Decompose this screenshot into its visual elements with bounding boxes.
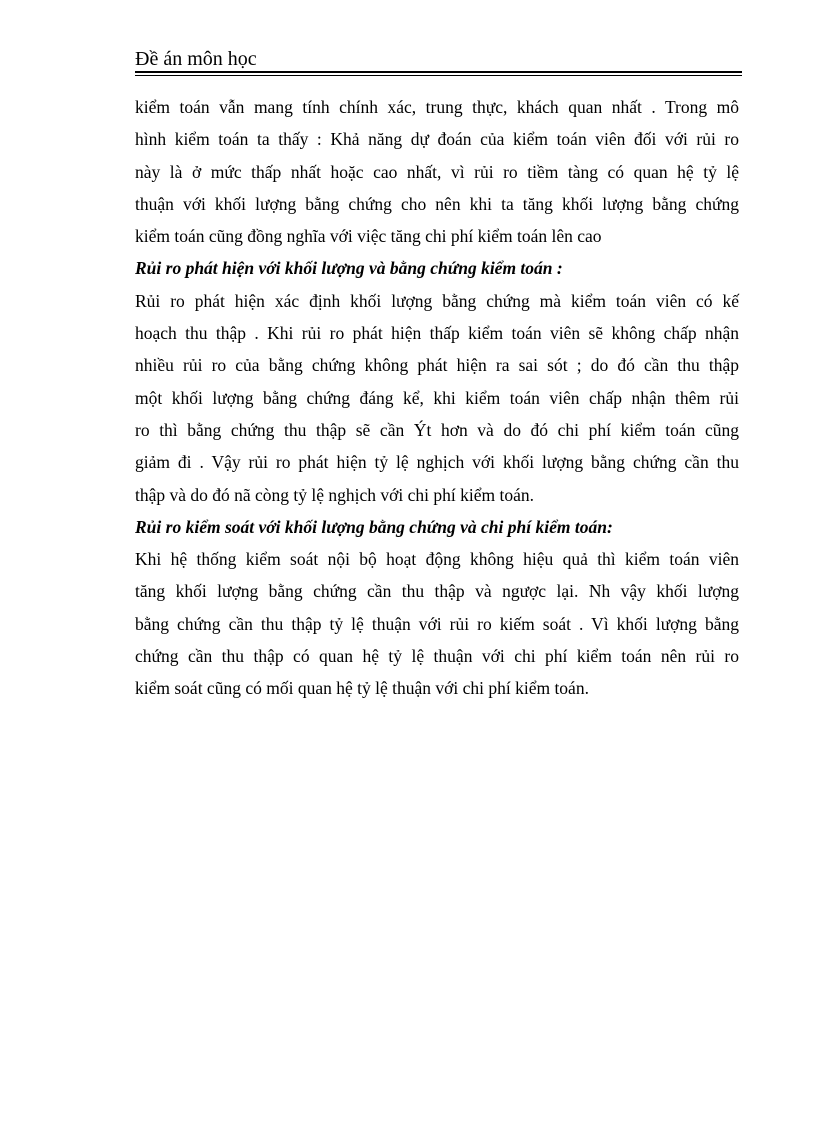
header-rule-thin [135,75,742,76]
text-line: hình kiểm toán ta thấy : Khả năng dự đoán của kiểm toán viên đối với rủi ro [135,129,739,150]
document-body [135,91,739,705]
text-line: Khi hệ thống kiểm soát nội bộ hoạt động không hiệu quả thì kiểm toán viên [135,549,739,570]
text-line: chứng cần thu thập có quan hệ tỷ lệ thuận với chi phí kiểm toán nên rủi ro [135,646,739,667]
text-line: Rủi ro phát hiện xác định khối lượng bằng chứng mà kiểm toán viên có kế [135,290,739,311]
text-line: kiểm toán cũng đồng nghĩa với việc tăng chi phí kiểm toán lên cao [135,226,602,247]
text-line: một khối lượng bằng chứng đáng kể, khi kiểm toán viên chấp nhận thêm rủi [135,387,739,408]
section-heading-control-risk: Rủi ro kiểm soát với khối lượng bằng chứng và chi phí kiểm toán: [135,516,613,537]
paragraph-3 [135,543,739,704]
text-line: này là ở mức thấp nhất hoặc cao nhất, vì rủi ro tiềm tàng có quan hệ tỷ lệ [135,161,739,182]
text-line: thập và do đó nã còng tỷ lệ nghịch với chi phí kiểm toán. [135,484,535,505]
section-heading-detection-risk: Rủi ro phát hiện với khối lượng và bằng chứng kiểm toán : [135,258,563,279]
text-line: tăng khối lượng bằng chứng cần thu thập và ngược lại. Nh vậy khối lượng [135,581,739,602]
text-line: hoạch thu thập . Khi rủi ro phát hiện thấp kiểm toán viên sẽ không chấp nhận [135,323,739,344]
page-header [135,47,742,75]
text-line: kiểm soát cũng có mối quan hệ tỷ lệ thuận với chi phí kiểm toán. [135,678,589,699]
text-line: giảm đi . Vậy rủi ro phát hiện tỷ lệ nghịch với khối lượng bằng chứng cần thu [135,452,739,473]
text-line: thuận với khối lượng bằng chứng cho nên khi ta tăng khối lượng bằng chứng [135,193,739,214]
text-line: kiểm toán vẫn mang tính chính xác, trung thực, khách quan nhất . Trong mô [135,97,739,117]
header-rule-thick [135,71,742,73]
paragraph-2 [135,285,739,511]
paragraph-1 [135,91,739,252]
text-line: nhiều rủi ro của bằng chứng không phát hiện ra sai sót ; do đó cần thu thập [135,355,739,376]
text-line: bằng chứng cần thu thập tỷ lệ thuận với rủi ro kiếm soát . Vì khối lượng bằng [135,613,739,634]
text-line: ro thì bằng chứng thu thập sẽ cần Ýt hơn và do đó chi phí kiểm toán cũng [135,419,739,440]
page-header-title: Đề án môn học [135,48,257,70]
